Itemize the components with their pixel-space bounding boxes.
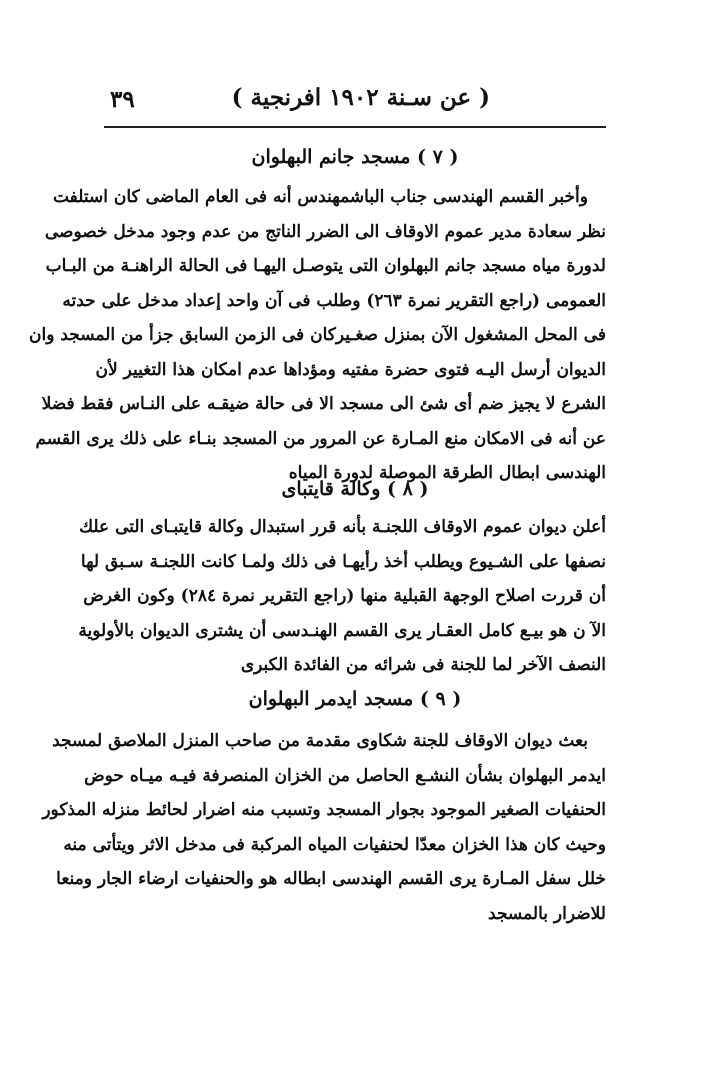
section-body <box>78 510 606 683</box>
text-line: نصفها على الشـيوع ويطلب أخذ رأيهـا فى ذلك ولمـا كانت اللجنـة سـبق لها <box>80 551 606 572</box>
text-line: وحيث كان هذا الخزان معدّا لحنفيات المياه المركبة فى مدخل الاثر ويتأتى منه <box>63 834 606 855</box>
section-heading: ( ٧ ) مسجد جانم البهلوان <box>251 146 459 168</box>
section-body <box>42 724 606 931</box>
text-line: الشرع لا يجيز ضم أى شئ الى مسجد الا فى حالة ضيقـه على النـاس فقط فضلا <box>41 394 606 414</box>
text-line: للاضرار بالمسجد <box>488 903 606 924</box>
text-line: فى المحل المشغول الآن بمنزل صغـيركان فى الزمن السابق جزأ من المسجد وان <box>29 325 606 345</box>
text-line: أن قررت اصلاح الوجهة القبلية منها (راجع التقرير نمرة ٢٨٤) وكون الغرض <box>83 586 606 606</box>
text-line: الآ ن هو بيـع كامل العقـار يرى القسم الهنـدسى أن يشترى الديوان بالأولوية <box>78 620 606 641</box>
section-heading: ( ٨ ) وكالة قايتباى <box>281 478 429 500</box>
text-line: نظر سعادة مدير عموم الاوقاف الى الضرر الناتج من عدم وجود مدخل خصوصى <box>44 221 606 242</box>
text-line: النصف الآخر لما للجنة فى شرائه من الفائدة الكبرى <box>240 655 606 675</box>
text-line: لدورة مياه مسجد جانم البهلوان التى يتوصـل اليهـا فى الحالة الراهنـة من البـاب <box>45 256 606 276</box>
header-rule <box>104 126 606 128</box>
page-number: ٣٩ <box>110 86 135 113</box>
text-line: خلل سفل المـارة يرى القسم الهندسى ابطاله هو والحنفيات ارضاء الجار ومنعا <box>56 869 606 889</box>
section-body <box>29 180 606 491</box>
text-line: الديوان أرسل اليـه فتوى حضرة مفتيه ومؤداها عدم امكان هذا التغيير لأن <box>95 359 606 380</box>
text-line: وأخبر القسم الهندسى جناب الباشمهندس أنه فى العام الماضى كان استلفت <box>52 187 588 207</box>
running-title: ( عن سـنة ١٩٠٢ افرنجية ) <box>231 84 490 111</box>
text-line: عن أنه فى الامكان منع المـارة عن المرور من المسجد بنـاء على ذلك يرى القسم <box>35 428 606 449</box>
section-heading: ( ٩ ) مسجد ايدمر البهلوان <box>248 688 462 710</box>
text-line: ايدمر البهلوان بشأن النشـع الحاصل من الخزان المنصرفة فيـه ميـاه حوض <box>84 765 606 786</box>
text-line: الهندسى ابطال الطرقة الموصلة لدورة المياه <box>288 463 606 483</box>
running-header <box>110 80 600 120</box>
text-line: أعلن ديوان عموم الاوقاف اللجنـة بأنه قرر استبدال وكالة قايتبـاى التى علك <box>79 517 606 537</box>
text-line: الحنفيات الصغير الموجود بجوار المسجد وتسبب منه اضرار لحائط منزله المذكور <box>42 800 606 820</box>
text-line: بعث ديوان الاوقاف للجنة شكاوى مقدمة من صاحب المنزل الملاصق لمسجد <box>52 731 588 751</box>
text-line: العمومى (راجع التقرير نمرة ٢٦٣) وطلب فى آن واحد إعداد مدخل على حدته <box>62 290 606 311</box>
